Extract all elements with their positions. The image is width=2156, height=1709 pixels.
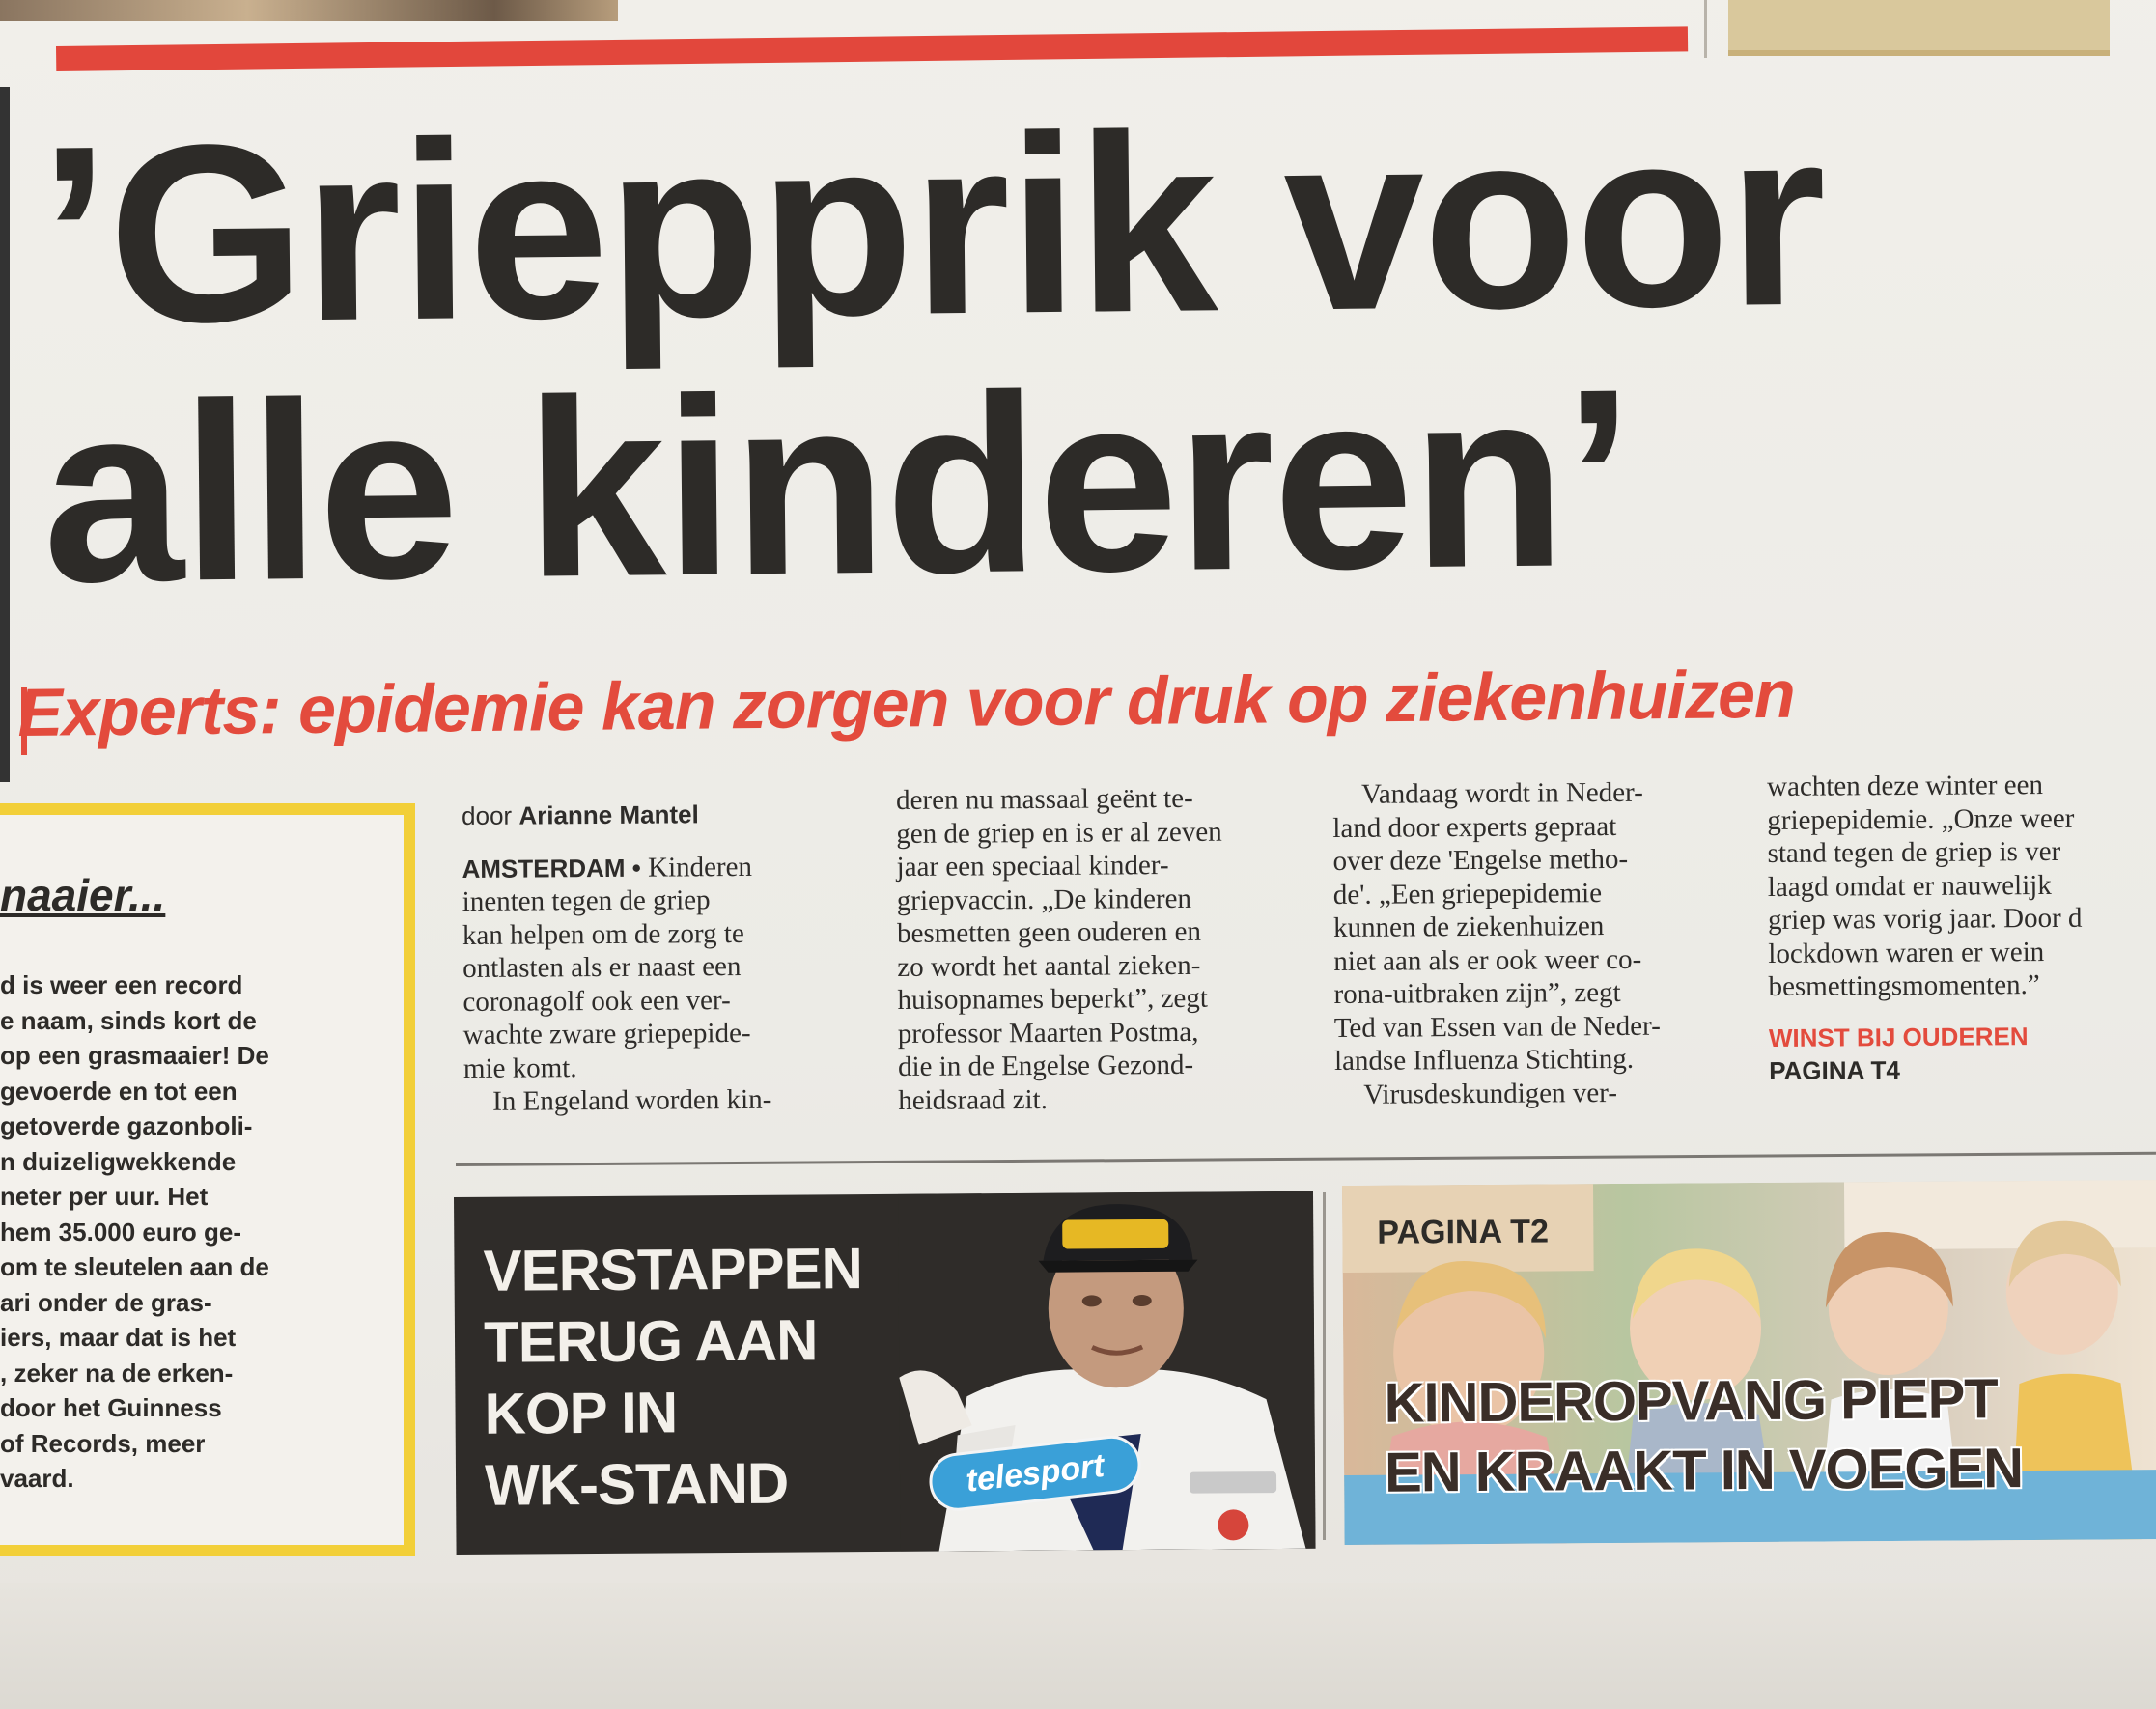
article-column-4 — [1767, 768, 2156, 1087]
article-text: Kinderen — [640, 851, 753, 883]
article-line: landse Influenza Stichting. — [1333, 1043, 1635, 1077]
article-line — [462, 850, 857, 885]
byline-author: Arianne Mantel — [518, 799, 699, 830]
byline — [462, 797, 857, 832]
article-column-3 — [1332, 775, 1740, 1111]
section-divider — [456, 1152, 2156, 1166]
article-line: Ted van Essen van de Neder- — [1333, 1010, 1661, 1044]
sport-promo-title — [483, 1233, 910, 1522]
page-bottom-margin — [0, 1583, 2156, 1709]
kids-page-ref: PAGINA T2 — [1377, 1213, 1550, 1251]
article-line: coronagolf ook een ver- — [462, 984, 731, 1018]
article-line: zo wordt het aantal zieken- — [897, 949, 1201, 983]
side-line: op een grasmaaier! De — [0, 1041, 269, 1070]
side-line: hem 35.000 euro ge- — [0, 1217, 241, 1247]
article-line: Virusdeskundigen ver- — [1363, 1077, 1618, 1110]
sport-promo-line: TERUG AAN — [483, 1307, 818, 1375]
continued-page-ref[interactable]: PAGINA T4 — [1769, 1055, 1901, 1085]
left-edge-rule — [0, 87, 10, 782]
top-photo-strip — [0, 0, 618, 21]
kids-promo-line: EN KRAAKT IN VOEGEN — [1384, 1437, 2024, 1504]
article-line: professor Maarten Postma, — [897, 1016, 1199, 1050]
article-column-2 — [896, 781, 1294, 1117]
article-line: besmetten geen ouderen en — [896, 915, 1202, 949]
sport-promo-line: KOP IN — [484, 1380, 678, 1446]
article-line: huisopnames beperkt”, zegt — [897, 982, 1208, 1016]
article-line: kan helpen om de zorg te — [462, 917, 744, 951]
side-line: d is weer een record — [0, 970, 243, 999]
article-line: Vandaag wordt in Neder- — [1361, 776, 1643, 810]
article-line: lockdown waren er wein — [1768, 936, 2045, 969]
sport-promo[interactable] — [454, 1191, 1316, 1555]
kids-promo-title — [1384, 1363, 2156, 1508]
side-line: vaard. — [0, 1464, 74, 1493]
sport-promo-line: VERSTAPPEN — [483, 1236, 863, 1303]
article-line: land door experts gepraat — [1332, 810, 1617, 844]
side-line: getoverde gazonboli- — [0, 1111, 253, 1140]
article-line: gen de griep en is er al zeven — [896, 816, 1222, 850]
side-line: iers, maar dat is het — [0, 1323, 237, 1352]
headline — [38, 74, 2156, 635]
article-line: griepepidemie. „Onze weer — [1767, 802, 2075, 836]
article-line: griep was vorig jaar. Door d — [1767, 902, 2083, 936]
side-line: om te sleutelen aan de — [0, 1252, 269, 1281]
article-line: In Engeland worden kin- — [492, 1083, 772, 1117]
article-line: over deze 'Engelse metho- — [1332, 843, 1629, 877]
article-line: griepvaccin. „De kinderen — [896, 883, 1192, 916]
article-line: rona-uitbraken zijn”, zegt — [1333, 976, 1621, 1010]
kids-promo[interactable] — [1342, 1180, 2156, 1545]
article-line: wachte zware griepepide- — [462, 1017, 751, 1051]
side-box-title: naaier... — [0, 870, 166, 920]
top-gold-strip — [1728, 0, 2110, 56]
article-line: die in de Engelse Gezond- — [897, 1049, 1194, 1082]
article-line: besmettingsmomenten.” — [1768, 969, 2040, 1002]
promo-divider — [1323, 1192, 1326, 1540]
article-line: stand tegen de griep is ver — [1767, 835, 2061, 869]
column-rule-top — [1704, 0, 1707, 58]
article-line: heidsraad zit. — [898, 1083, 1049, 1116]
article-line: de'. „Een griepepidemie — [1332, 877, 1603, 911]
headline-line-1: ’Griepprik voor — [38, 74, 1826, 377]
side-line: neter per uur. Het — [0, 1182, 209, 1211]
side-box-text — [0, 967, 406, 1497]
side-line: of Records, meer — [0, 1428, 206, 1458]
side-line: ari onder de gras- — [0, 1287, 212, 1317]
article-line: wachten deze winter een — [1767, 770, 2044, 802]
side-line: n duizeligwekkende — [0, 1146, 237, 1176]
article-line: ontlasten als er naast een — [462, 950, 742, 984]
side-line: , zeker na de erken- — [0, 1358, 234, 1387]
byline-prefix: door — [462, 800, 513, 830]
side-line: gevoerde en tot een — [0, 1076, 238, 1106]
article-line: laagd omdat er nauwelijk — [1767, 869, 2052, 903]
article-line: mie komt. — [462, 1051, 577, 1084]
subheadline: Experts: epidemie kan zorgen voor druk op ziekenhuizen — [17, 656, 1796, 750]
article-line: deren nu massaal geënt te- — [896, 782, 1193, 816]
article-line: niet aan als er ook weer co- — [1333, 943, 1642, 977]
article-column-1 — [462, 797, 859, 1118]
continued-kicker: WINST BIJ OUDEREN — [1768, 1021, 2029, 1052]
side-line: door het Guinness — [0, 1393, 222, 1422]
headline-red-bar — [56, 26, 1688, 71]
article-line: jaar een speciaal kinder- — [896, 850, 1169, 883]
telesport-logo: telesport — [926, 1433, 1143, 1514]
article-line: kunnen de ziekenhuizen — [1332, 911, 1605, 943]
kids-promo-line: KINDEROPVANG PIEPT — [1384, 1367, 1998, 1435]
headline-line-2: alle kinderen’ — [41, 335, 1635, 635]
dateline: AMSTERDAM • — [462, 853, 641, 883]
article-line: inenten tegen de griep — [462, 884, 711, 917]
sport-promo-line: WK-STAND — [484, 1450, 789, 1518]
side-line: e naam, sinds kort de — [0, 1005, 257, 1035]
